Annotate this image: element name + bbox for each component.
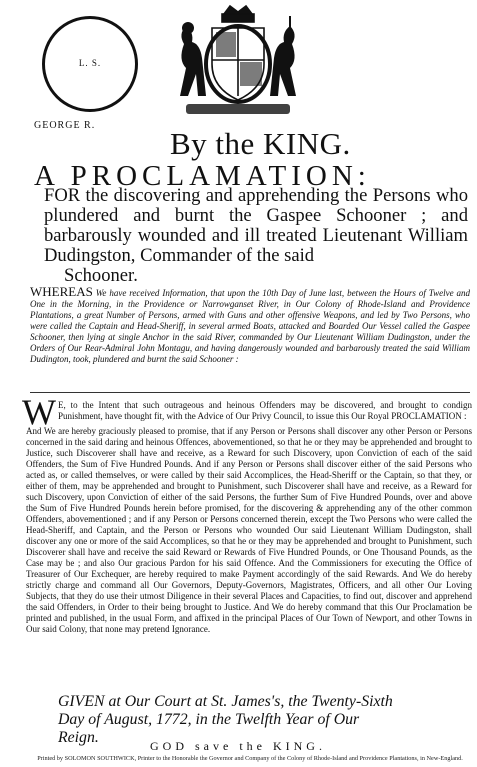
- seal-label: L. S.: [78, 58, 102, 68]
- proclamation-subject: FOR the discovering and apprehending the Persons who plundered and burnt the Gaspee Schooner ; and barbarously wounded and ill treated Lieutenant William Dudingston, Commander of the said: [44, 185, 468, 266]
- body-paragraph: And We are hereby graciously pleased to promise, that if any Person or Persons shall discover any other Person or Persons concerned in the said daring and heinous Offences, abovementioned, so that he or they may be apprehended and brought to Justice, such Discoverer shall have and receive, as a Reward for such Discovery, upon Conviction of each of the said Offenders, the Sum of Five Hundred Pounds. And if any Person or Persons shall discover either of the said Persons who acted as, or called themselves, or were called by their said Accomplices, the Head-Sheriff or the Captain, so that they, or either of them, may be apprehended and brought to Punishment, such Discoverer shall have and receive, as a Reward for such Discovery, upon Conviction of either of the said Persons, the further Sum of Five Hundred Pounds, over and above the Sum of Five Hundred Pounds herein before promised, for the discovering & apprehending any of the other common Offenders, abovementioned ; and if any Person or Persons concerned therein, except the Two Persons who were called the Head-Sheriff, and Captain, and the Person or Persons who wounded Our said Lieutenant William Dudingston, shall discover any one or more of the said Accomplices, so that he or they may be apprehended and brought to Punishment, such Discoverer shall have and receive the said Reward or Rewards of Five Hundred Pounds, or One Thousand Pounds, as the Case may be ; and also Our gracious Pardon for his said Offence. And the Commissioners for executing the Office of Treasurer of Our Exchequer, are hereby required to make Payment accordingly of the said Rewards. And We do hereby strictly charge and command all Our Governors, Deputy-Governors, Magistrates, Officers, and all other Our Loving Subjects, that they do use their utmost Diligence in their several Places and Capacities, to find out, discover and apprehend the said Offenders, in Order to their being brought to Justice. And We do hereby command that this Our Proclamation be printed and published, in the usual Form, and affixed in the principal Places of Our Town of Newport, and other Towns in Our said Colony, that none may pretend Ignorance.: [26, 426, 472, 634]
- by-the-king-heading: By the KING.: [170, 126, 351, 161]
- whereas-cap: WHEREAS: [30, 284, 93, 299]
- closing-line: GOD save the KING.: [150, 739, 326, 753]
- proclamation-subject-end: Schooner.: [64, 265, 138, 286]
- given-line-2: Day of August, 1772, in the Twelfth Year of Our: [58, 711, 360, 728]
- printer-imprint: Printed by SOLOMON SOUTHWICK, Printer to the Honorable the Governor and Company of the Colony of Rhode-Island and Providence Plantations, in New-England.: [37, 755, 463, 762]
- monarch-signature: GEORGE R.: [34, 120, 96, 131]
- section-divider: [30, 392, 470, 393]
- whereas-paragraph: [30, 286, 470, 365]
- royal-arms-icon: [172, 4, 304, 120]
- body-drop-cap: W: [22, 392, 56, 432]
- proclamation-heading: A PROCLAMATION:: [34, 160, 371, 192]
- given-line-1: GIVEN at Our Court at St. James's, the Twenty-Sixth: [58, 693, 393, 710]
- body-first-line: E, to the Intent that such outrageous and heinous Offenders may be discovered, and brought to condign Punishment, have thought fit, with the Advice of Our Privy Council, to issue this Our Royal PROCLAMATION :: [58, 400, 472, 421]
- given-line-3: Reign.: [58, 729, 99, 746]
- whereas-text: We have received Information, that upon the 10th Day of June last, between the Hours of Twelve and One in the Morning, in the Providence or Narrowganset River, in Our Colony of Rhode-Island and Providence Plantations, a great Number of Persons, armed with Guns and other offensive Weapons, and led by Two Persons, who were called the Captain and Head-Sheriff, in several armed Boats, attacked and Boarded Our Vessel called the Gaspee Schooner, then lying at single Anchor in the said River, commanded by Our Lieutenant William Dudingston, under the Orders of Our Rear-Admiral John Montagu, and having dangerously wounded and barbarously treated the said William Dudington, took, plundered and burnt the said Schooner :: [30, 288, 470, 364]
